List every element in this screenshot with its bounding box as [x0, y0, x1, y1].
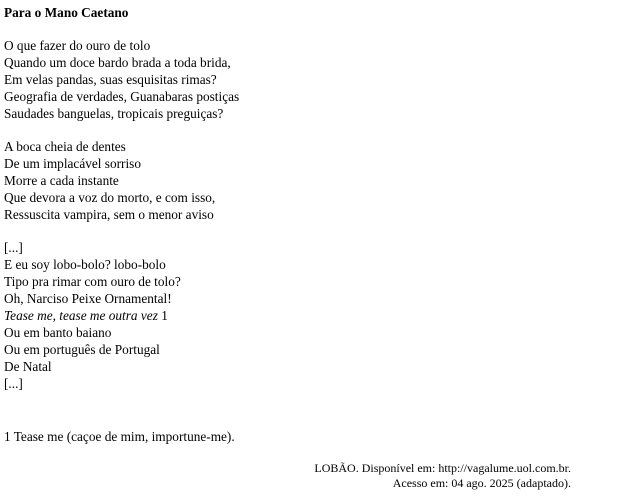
- italic-phrase: Tease me, tease me outra vez: [4, 308, 158, 323]
- poem-line: Saudades banguelas, tropicais preguiças?: [4, 106, 224, 121]
- ellipsis-line: [...]: [4, 376, 23, 391]
- poem-line: Tipo pra rimar com ouro de tolo?: [4, 274, 181, 289]
- poem-line: O que fazer do ouro de tolo: [4, 38, 151, 53]
- poem-line: Ressuscita vampira, sem o menor aviso: [4, 207, 214, 222]
- stanza-1: [4, 37, 619, 122]
- poem-title: Para o Mano Caetano: [4, 5, 129, 20]
- poem-line: Quando um doce bardo brada a toda brida,: [4, 55, 231, 70]
- poem-line: Morre a cada instante: [4, 173, 119, 188]
- poem-line: Em velas pandas, suas esquisitas rimas?: [4, 72, 217, 87]
- poem-line: A boca cheia de dentes: [4, 139, 126, 154]
- poem-line: Que devora a voz do morto, e com isso,: [4, 190, 216, 205]
- poem-line: De um implacável sorriso: [4, 156, 141, 171]
- source-citation: [314, 461, 571, 491]
- source-line: Acesso em: 04 ago. 2025 (adaptado).: [392, 476, 571, 490]
- poem-line: Geografia de verdades, Guanabaras postiças: [4, 89, 240, 104]
- poem-line: Oh, Narciso Peixe Ornamental!: [4, 291, 172, 306]
- poem-line: Ou em banto baiano: [4, 325, 112, 340]
- stanza-2: [4, 138, 619, 223]
- stanza-gap: [4, 122, 619, 138]
- stanza-gap: [4, 223, 619, 239]
- footnote-marker: 1: [161, 308, 168, 323]
- poem-line: E eu soy lobo-bolo? lobo-bolo: [4, 257, 166, 272]
- footnote: 1 Tease me (caçoe de mim, importune-me).: [4, 429, 235, 444]
- stanza-3: [4, 239, 619, 392]
- poem-container: [4, 4, 619, 392]
- poem-line: De Natal: [4, 359, 52, 374]
- poem-line: Ou em português de Portugal: [4, 342, 160, 357]
- stanza-gap: [4, 21, 619, 37]
- ellipsis-line: [...]: [4, 240, 23, 255]
- poem-line-with-footnote: [4, 307, 619, 324]
- source-line: LOBÃO. Disponível em: http://vagalume.uol.com.br.: [314, 461, 571, 475]
